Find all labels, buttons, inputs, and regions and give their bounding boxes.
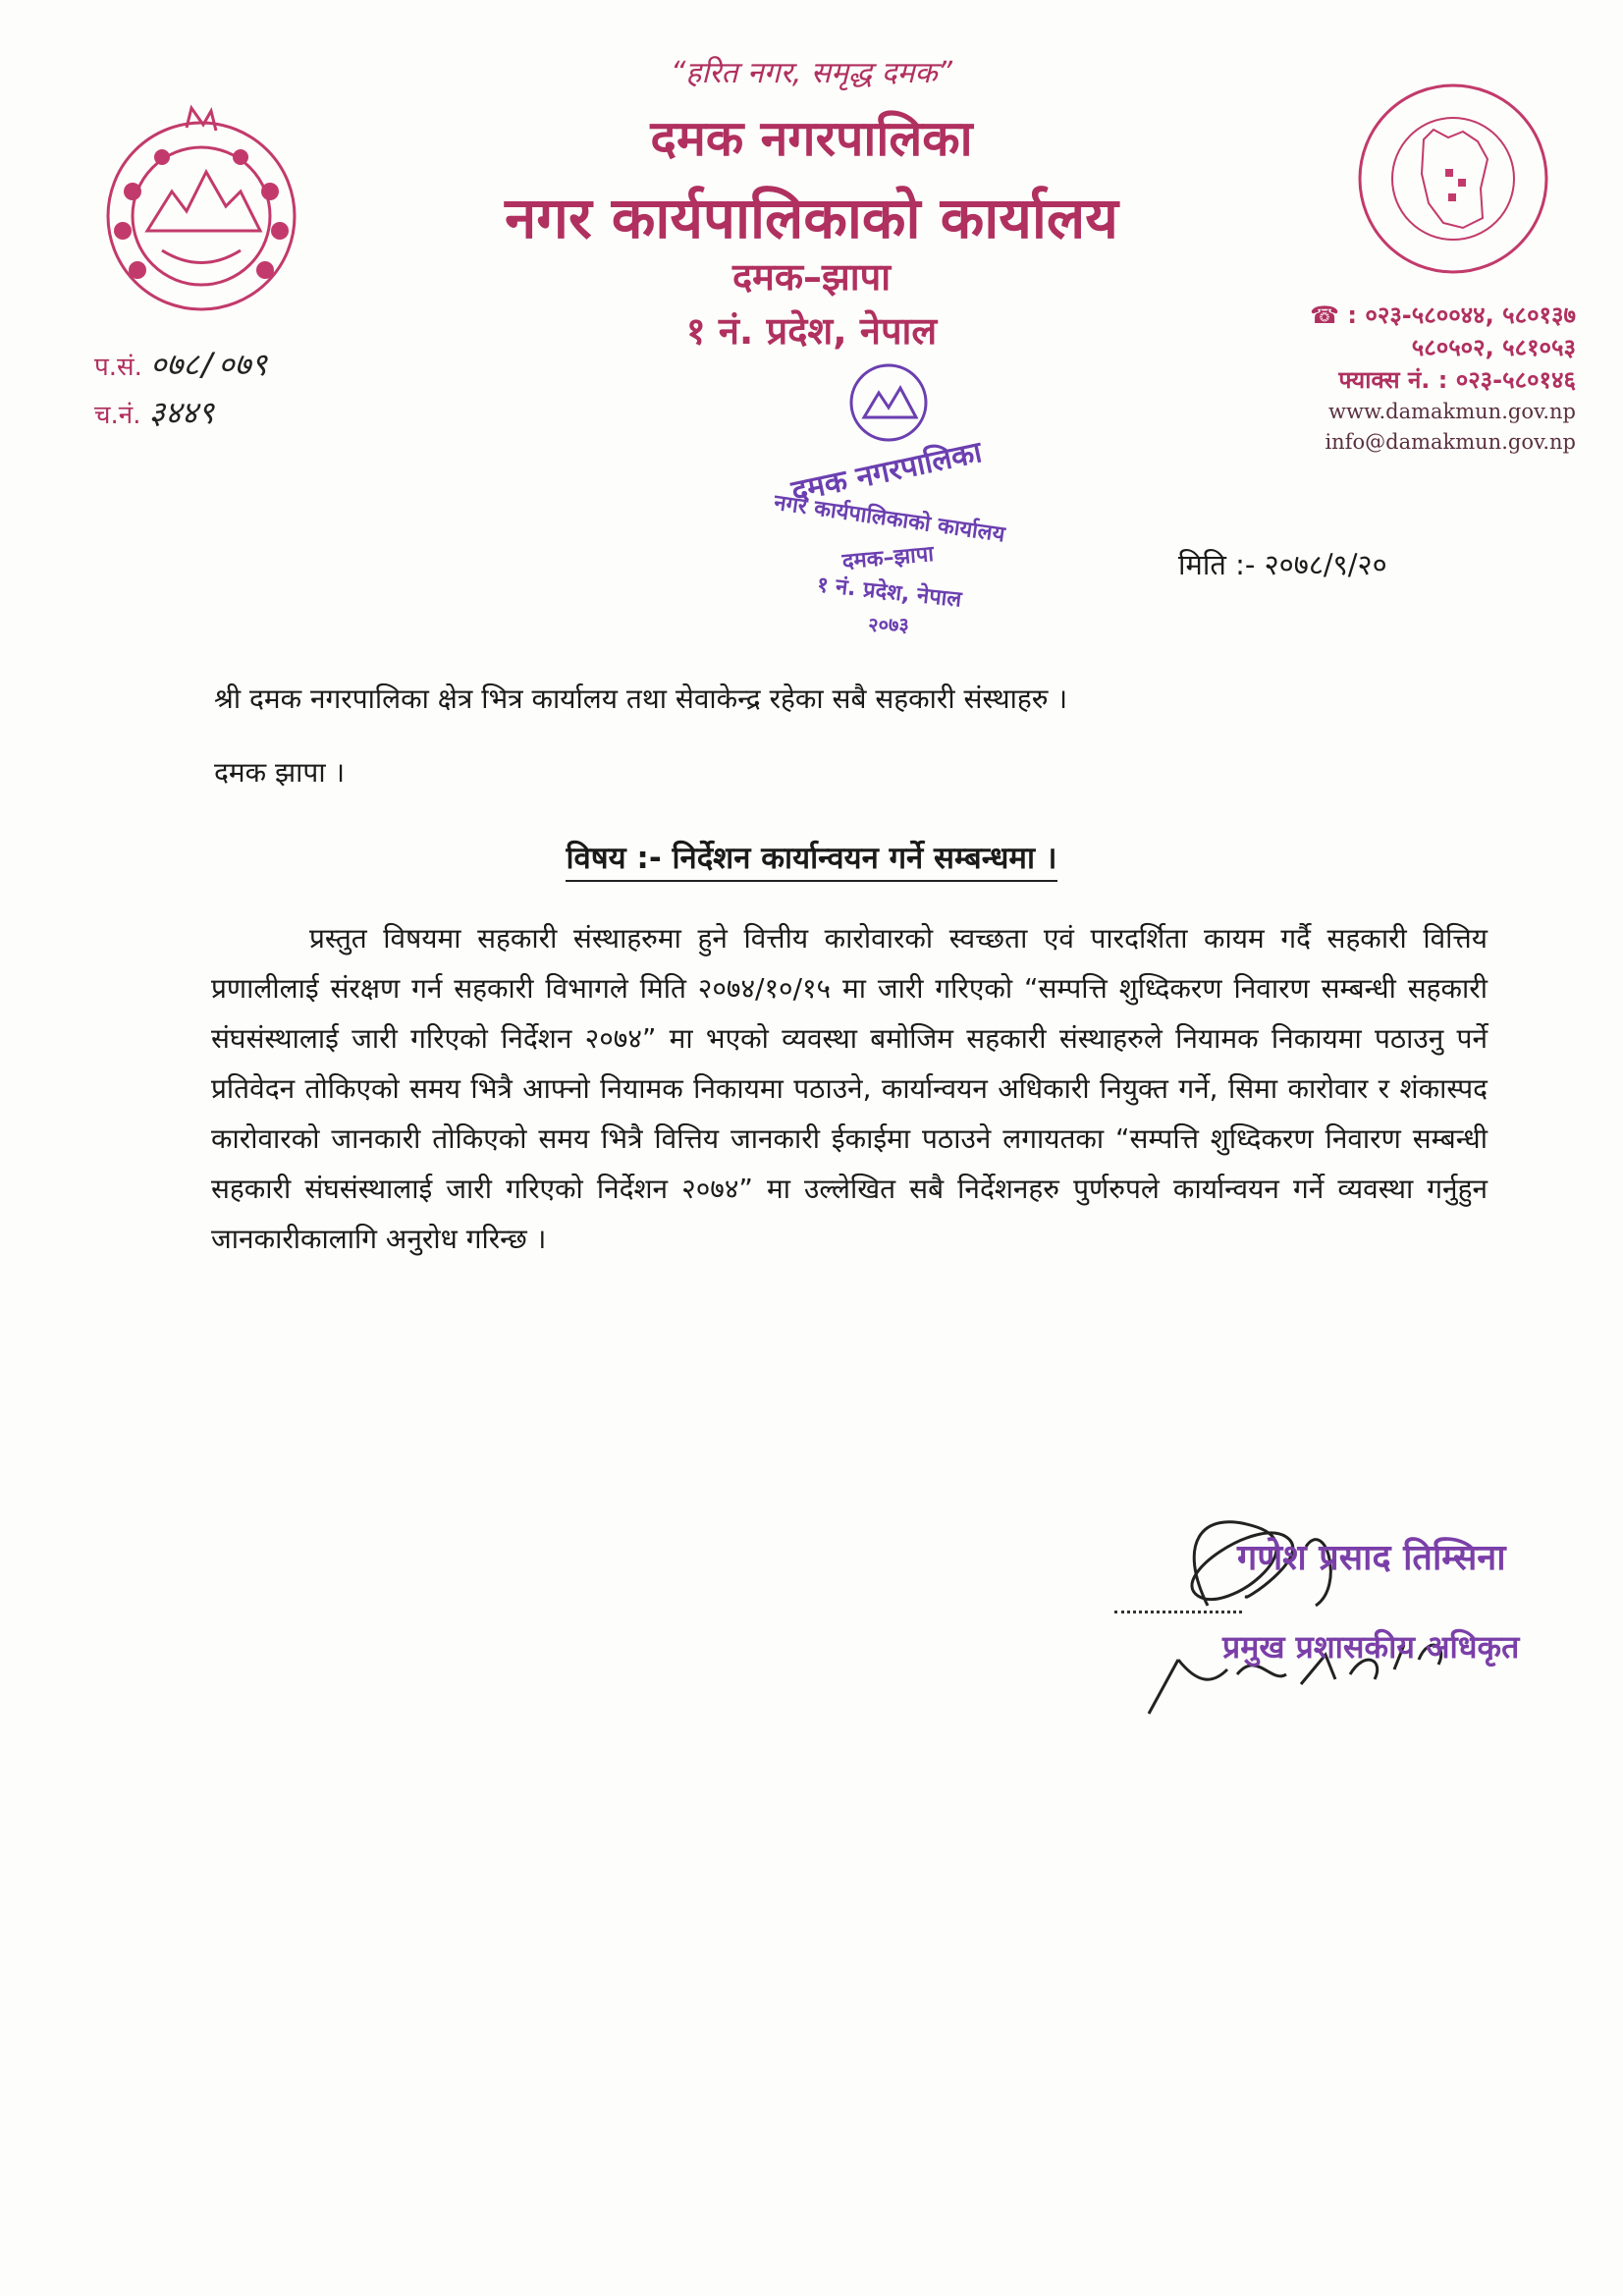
motto: “हरित नगर, समृद्ध दमक” [670, 56, 953, 90]
website-link[interactable]: www.damakmun.gov.np [1328, 400, 1576, 423]
signer-title-stamp: प्रमुख प्रशासकीय अधिकृत [1222, 1628, 1520, 1666]
letter-date [1178, 545, 1387, 583]
city-name: दमक–झापा [731, 255, 892, 299]
subject-line [0, 837, 1623, 878]
stamp-line-1: दमक नगरपालिका [788, 435, 985, 510]
chalani-number [94, 390, 267, 438]
damak-municipality-seal-icon [1355, 81, 1551, 277]
province-name: १ नं. प्रदेश, नेपाल [685, 309, 938, 353]
recipient-line-1: श्री दमक नगरपालिका क्षेत्र भित्र कार्यालय तथा सेवाकेन्द्र रहेका सबै सहकारी संस्थाहरु । [214, 683, 1068, 715]
office-stamp [741, 358, 1036, 643]
signer-name-stamp: गणेश प्रसाद तिम्सिना [1237, 1538, 1506, 1578]
cn-label: च.नं. [94, 401, 141, 430]
handwritten-signature [1090, 1488, 1600, 1743]
nepal-government-emblem-icon [93, 103, 309, 319]
phone-line-1: ☎ : ०२३-५८००४४, ५८०१३७ [1310, 301, 1576, 329]
ps-value: ०७८/०७९ [149, 346, 267, 383]
patra-sankhya [94, 342, 267, 390]
office-name: नगर कार्यपालिकाको कार्यालय [505, 185, 1118, 251]
date-label: मिति :- [1178, 548, 1256, 581]
date-value: २०७८/९/२० [1264, 548, 1387, 581]
recipient-line-2: दमक झापा । [214, 756, 346, 789]
reference-block [94, 342, 267, 438]
fax-line: फ्याक्स नं. : ०२३-५८०१४६ [1338, 366, 1576, 394]
stamp-line-2: नगर कार्यपालिकाको कार्यालय [772, 490, 1006, 548]
signature-dotted-line [1114, 1611, 1242, 1613]
email-link[interactable]: info@damakmun.gov.np [1325, 430, 1576, 454]
contact-block [1188, 300, 1576, 458]
ps-label: प.सं. [94, 353, 142, 382]
phone-line-2: ५८०५०२, ५८१०५३ [1411, 334, 1576, 361]
letter-body: प्रस्तुत विषयमा सहकारी संस्थाहरुमा हुने वित्तीय कारोवारको स्वच्छता एवं पारदर्शिता कायम गर्दै सहकारी वित्तिय प्रणालीलाई संरक्षण गर्न सहकारी विभागले मिति २०७४/१०/१५ मा जारी गरिएको “सम्पत्ति शुध्दिकरण निवारण सम्बन्धी सहकारी संघसंस्थालाई जारी गरिएको निर्देशन २०७४” मा भएको व्यवस्था बमोजिम सहकारी संस्थाहरुले नियामक निकायमा पठाउनु पर्ने प्रतिवेदन तोकिएको समय भित्रै आफ्नो नियामक निकायमा पठाउने, कार्यान्वयन अधिकारी नियुक्त गर्ने, सिमा कारोवार र शंकास्पद कारोवारको जानकारी तोकिएको समय भित्रै वित्तिय जानकारी ईकाईमा पठाउने लगायतका “सम्पत्ति शुध्दिकरण निवारण सम्बन्धी सहकारी संघसंस्थालाई जारी गरिएको निर्देशन २०७४” मा उल्लेखित सबै निर्देशनहरु पुर्णरुपले कार्यान्वयन गर्ने व्यवस्था गर्नुहुन जानकारीकालागि अनुरोध गरिन्छ । [211, 922, 1488, 1255]
stamp-line-5: २०७३ [868, 613, 909, 636]
telephone-icon: ☎ [1310, 301, 1348, 329]
cn-value: ३४४९ [148, 394, 215, 431]
subject-text: विषय :- निर्देशन कार्यान्वयन गर्ने सम्बन्धमा । [566, 841, 1056, 882]
organization-name: दमक नगरपालिका [650, 110, 973, 167]
stamp-line-3: दमक–झापा [840, 542, 935, 575]
stamp-line-4: १ नं. प्रदेश, नेपाल [815, 573, 963, 613]
